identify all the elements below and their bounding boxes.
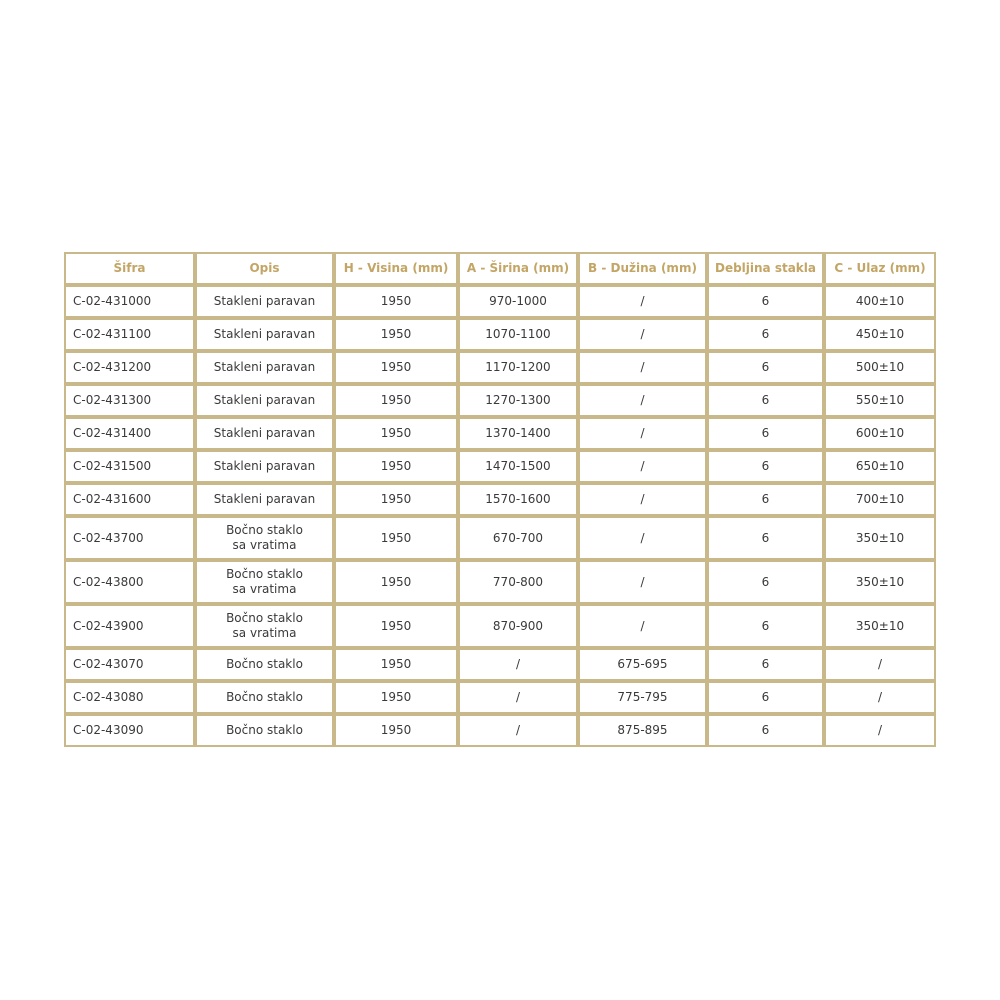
cell-entry: 350±10	[824, 604, 936, 648]
cell-description	[195, 560, 334, 604]
cell-width: 1070-1100	[458, 318, 578, 351]
cell-code: C-02-431000	[64, 285, 195, 318]
table-row	[64, 681, 936, 714]
cell-description-line: Stakleni paravan	[213, 393, 316, 407]
cell-length: 875-895	[578, 714, 707, 747]
cell-description-line: Bočno staklo	[226, 567, 303, 581]
cell-height: 1950	[334, 714, 458, 747]
cell-entry: 500±10	[824, 351, 936, 384]
cell-entry: 400±10	[824, 285, 936, 318]
cell-entry: /	[824, 681, 936, 714]
cell-height: 1950	[334, 516, 458, 560]
cell-code: C-02-431200	[64, 351, 195, 384]
table-row	[64, 351, 936, 384]
cell-description-line: Stakleni paravan	[213, 327, 316, 341]
cell-length: /	[578, 285, 707, 318]
cell-height: 1950	[334, 285, 458, 318]
cell-description	[195, 648, 334, 681]
cell-description-line: sa vratima	[232, 582, 297, 596]
cell-glass-thickness: 6	[707, 318, 824, 351]
cell-entry: 550±10	[824, 384, 936, 417]
cell-description-line: sa vratima	[232, 538, 297, 552]
cell-width: /	[458, 714, 578, 747]
product-spec-table	[64, 252, 936, 747]
table-row	[64, 648, 936, 681]
table-row	[64, 483, 936, 516]
header-description: Opis	[195, 252, 334, 285]
cell-glass-thickness: 6	[707, 351, 824, 384]
cell-width: 770-800	[458, 560, 578, 604]
cell-height: 1950	[334, 318, 458, 351]
cell-description	[195, 285, 334, 318]
header-length: B - Dužina (mm)	[578, 252, 707, 285]
cell-width: 670-700	[458, 516, 578, 560]
cell-glass-thickness: 6	[707, 560, 824, 604]
cell-entry: 350±10	[824, 516, 936, 560]
cell-code: C-02-43800	[64, 560, 195, 604]
header-glass-thickness: Debljina stakla	[707, 252, 824, 285]
cell-code: C-02-43900	[64, 604, 195, 648]
cell-description-line: Bočno staklo	[226, 657, 303, 671]
header-code: Šifra	[64, 252, 195, 285]
cell-description-line: Stakleni paravan	[213, 294, 316, 308]
cell-height: 1950	[334, 560, 458, 604]
header-row	[64, 252, 936, 285]
cell-code: C-02-43070	[64, 648, 195, 681]
cell-description	[195, 516, 334, 560]
cell-glass-thickness: 6	[707, 483, 824, 516]
cell-entry: 450±10	[824, 318, 936, 351]
cell-description-line: Bočno staklo	[226, 611, 303, 625]
cell-height: 1950	[334, 681, 458, 714]
cell-description	[195, 604, 334, 648]
cell-length: /	[578, 417, 707, 450]
table-row	[64, 560, 936, 604]
cell-description-line: Stakleni paravan	[213, 426, 316, 440]
table-row	[64, 604, 936, 648]
table-row	[64, 285, 936, 318]
cell-glass-thickness: 6	[707, 681, 824, 714]
cell-description	[195, 714, 334, 747]
cell-width: /	[458, 681, 578, 714]
table-row	[64, 318, 936, 351]
cell-entry: 650±10	[824, 450, 936, 483]
cell-code: C-02-431500	[64, 450, 195, 483]
cell-length: 675-695	[578, 648, 707, 681]
table-row	[64, 714, 936, 747]
cell-width: 1370-1400	[458, 417, 578, 450]
table-row	[64, 516, 936, 560]
cell-description	[195, 681, 334, 714]
cell-description-line: Stakleni paravan	[213, 360, 316, 374]
cell-length: /	[578, 318, 707, 351]
cell-description-line: Stakleni paravan	[213, 459, 316, 473]
header-height: H - Visina (mm)	[334, 252, 458, 285]
table-row	[64, 450, 936, 483]
cell-description-line: Bočno staklo	[226, 723, 303, 737]
cell-description-line: Stakleni paravan	[213, 492, 316, 506]
cell-code: C-02-431600	[64, 483, 195, 516]
cell-description-line: Bočno staklo	[226, 690, 303, 704]
cell-length: 775-795	[578, 681, 707, 714]
cell-description	[195, 450, 334, 483]
cell-entry: 350±10	[824, 560, 936, 604]
cell-glass-thickness: 6	[707, 417, 824, 450]
cell-height: 1950	[334, 384, 458, 417]
cell-height: 1950	[334, 351, 458, 384]
cell-length: /	[578, 560, 707, 604]
cell-width: 870-900	[458, 604, 578, 648]
cell-glass-thickness: 6	[707, 450, 824, 483]
cell-glass-thickness: 6	[707, 384, 824, 417]
cell-entry: 600±10	[824, 417, 936, 450]
cell-description	[195, 384, 334, 417]
cell-length: /	[578, 483, 707, 516]
cell-glass-thickness: 6	[707, 714, 824, 747]
cell-code: C-02-431300	[64, 384, 195, 417]
cell-length: /	[578, 450, 707, 483]
cell-width: /	[458, 648, 578, 681]
cell-entry: /	[824, 648, 936, 681]
cell-glass-thickness: 6	[707, 604, 824, 648]
cell-width: 1270-1300	[458, 384, 578, 417]
cell-length: /	[578, 384, 707, 417]
cell-description	[195, 318, 334, 351]
table-row	[64, 417, 936, 450]
cell-width: 1470-1500	[458, 450, 578, 483]
cell-description-line: Bočno staklo	[226, 523, 303, 537]
cell-width: 1570-1600	[458, 483, 578, 516]
cell-code: C-02-431400	[64, 417, 195, 450]
header-entry: C - Ulaz (mm)	[824, 252, 936, 285]
cell-height: 1950	[334, 417, 458, 450]
cell-code: C-02-431100	[64, 318, 195, 351]
cell-description-line: sa vratima	[232, 626, 297, 640]
cell-entry: /	[824, 714, 936, 747]
cell-height: 1950	[334, 604, 458, 648]
cell-glass-thickness: 6	[707, 285, 824, 318]
cell-height: 1950	[334, 648, 458, 681]
table-body	[64, 285, 936, 747]
cell-code: C-02-43090	[64, 714, 195, 747]
cell-glass-thickness: 6	[707, 648, 824, 681]
cell-code: C-02-43700	[64, 516, 195, 560]
cell-entry: 700±10	[824, 483, 936, 516]
header-width: A - Širina (mm)	[458, 252, 578, 285]
cell-description	[195, 417, 334, 450]
cell-height: 1950	[334, 450, 458, 483]
cell-length: /	[578, 516, 707, 560]
cell-description	[195, 483, 334, 516]
cell-glass-thickness: 6	[707, 516, 824, 560]
cell-code: C-02-43080	[64, 681, 195, 714]
cell-width: 1170-1200	[458, 351, 578, 384]
cell-height: 1950	[334, 483, 458, 516]
cell-length: /	[578, 604, 707, 648]
table-row	[64, 384, 936, 417]
cell-width: 970-1000	[458, 285, 578, 318]
cell-length: /	[578, 351, 707, 384]
cell-description	[195, 351, 334, 384]
